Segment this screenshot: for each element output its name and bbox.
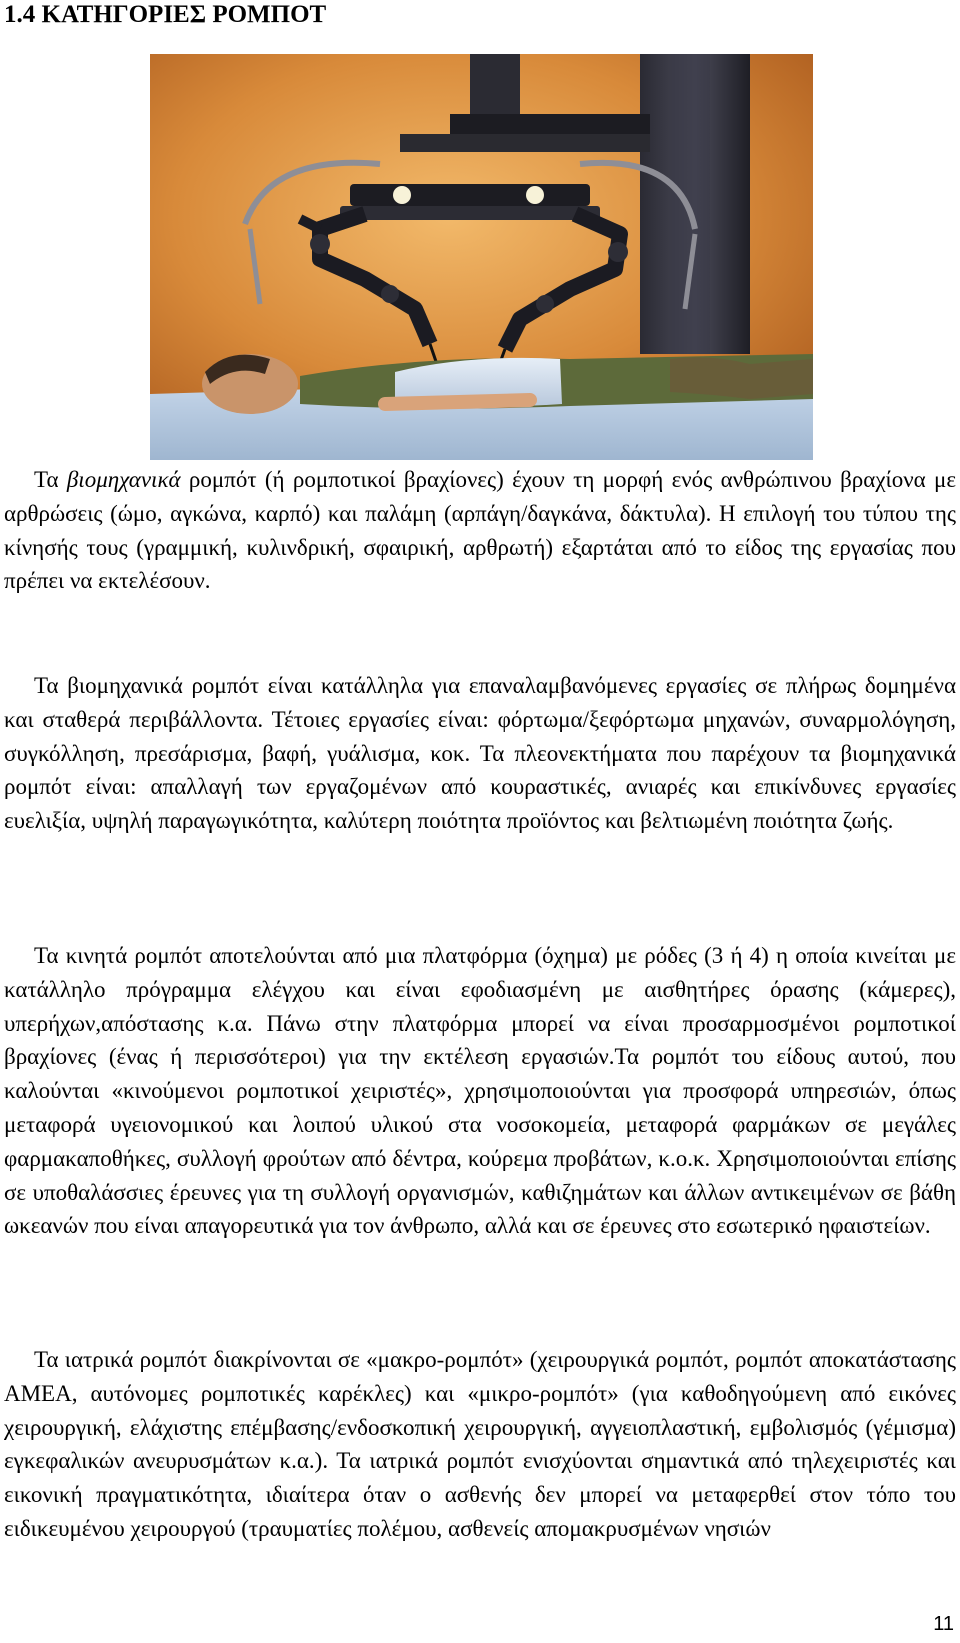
paragraph-industrial-robots [4,463,956,598]
emphasis-industrial: βιομηχανικά [66,467,181,492]
paragraph-medical-robots: Τα ιατρικά ρομπότ διακρίνονται σε «μακρο-ρομπότ» (χειρουργικά ρομπότ, ρομπότ αποκατάστασης ΑΜΕΑ, αυτόνομες ρομποτικές καρέκλες) και «μικρο-ρομπότ» (για καθοδηγούμενη από εικόνες χειρουργική, ελάχιστης επέμβασης/ενδοσκοπική χειρουργική, αγγειοπλαστική, εμβολισμός (γέμισμα) εγκεφαλικών ανευρυσμάτων κ.α.). Τα ιατρικά ρομπότ ενισχύονται σημαντικά από τηλεχειριστές και εικονική πραγματικότητα, ιδιαίτερα όταν ο ασθενής δεν μπορεί να μεταφερθεί στον τόπο του ειδικευμένου χειρουργού (τραυματίες πολέμου, ασθενείς απομακρυσμένων νησιών [4,1347,956,1541]
paragraph-lead: Τα [34,467,67,492]
page-number: 11 [933,1613,954,1635]
surgical-robot-photo [150,54,813,460]
paragraph-rest: ρομπότ (ή ρομποτικοί βραχίονες) έχουν τη μορφή ενός ανθρώπινου βραχίονα με αρθρώσεις (ώμο, αγκώνα, καρπό) και παλάμη (αρπάγη/δαγκάνα, δάκτυλα). Η επιλογή του τύπου της κίνησής τους (γραμμική, κυλινδρική, σφαιρική, αρθρωτή) εξαρτάται από το είδος της εργασίας που πρέπει να εκτελέσουν. [4,467,956,594]
paragraph-industrial-advantages: Τα βιομηχανικά ρομπότ είναι κατάλληλα για επαναλαμβανόμενες εργασίες σε πλήρως δομημένα και σταθερά περιβάλλοντα. Τέτοιες εργασίες είναι: φόρτωμα/ξεφόρτωμα μηχανών, συναρμολόγηση, συγκόλληση, πρεσάρισμα, βαφή, γυάλισμα, κοκ. Τα πλεονεκτήματα που παρέχουν τα βιομηχανικά ρομπότ είναι: απαλλαγή των εργαζομένων από κουραστικές, ανιαρές και επικίνδυνες εργασίες ευελιξία, υψηλή παραγωγικότητα, καλύτερη ποιότητα προϊόντος και βελτιωμένη ποιότητα ζωής. [4,673,956,834]
section-heading: 1.4 ΚΑΤΗΓΟΡΙΕΣ ΡΟΜΠΟΤ [4,1,327,28]
paragraph-mobile-robots: Τα κινητά ρομπότ αποτελούνται από μια πλατφόρμα (όχημα) με ρόδες (3 ή 4) η οποία κινείται με κατάλληλο πρόγραμμα ελέγχου και είναι εφοδιασμένη με αισθητήρες όρασης (κάμερες), υπερήχων,απόστασης κ.α. Πάνω στην πλατφόρμα μπορεί να είναι προσαρμοσμένοι ρομποτικοί βραχίονες (ένας ή περισσότεροι) για την εκτέλεση εργασιών.Τα ρομπότ του είδους αυτού, που καλούνται «κινούμενοι ρομποτικοί χειριστές», χρησιμοποιούνται για προσφορά υπηρεσιών, όπως μεταφορά υγειονομικού και λοιπού υλικού στα νοσοκομεία, μεταφορά φαρμάκων σε μεγάλες φαρμακαποθήκες, συλλογή φρούτων από δέντρα, κούρεμα προβάτων, κ.ο.κ. Χρησιμοποιούνται επίσης σε υποθαλάσσιες έρευνες για τη συλλογή οργανισμών, καθιζημάτων και άλλων αντικειμένων σε βάθη ωκεανών που είναι απαγορευτικά για τον άνθρωπο, αλλά και σε έρευνες στο εσωτερικό ηφαιστείων. [4,943,956,1239]
